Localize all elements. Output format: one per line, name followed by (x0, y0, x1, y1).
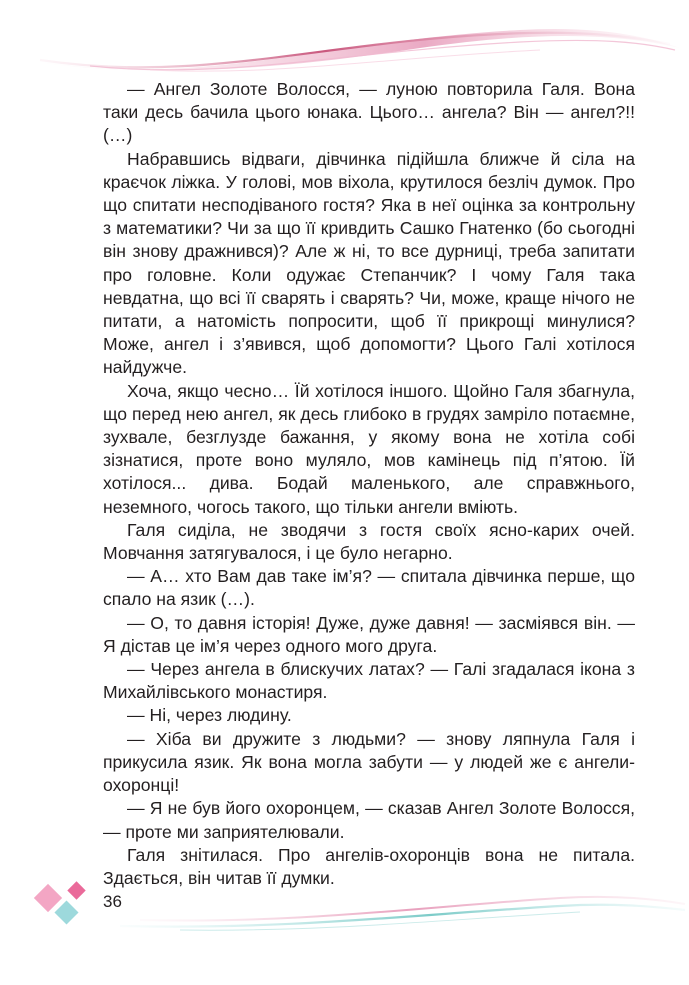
paragraph-8: — Ні, через людину. (127, 705, 292, 726)
paragraph-9: — Хіба ви дружите з людьми? — знову ляпнула Галя і прикусила язик. Як вона могла забути — у людей же є ангели-охоронці! (103, 728, 635, 796)
diamond-ornament-icon (30, 878, 100, 930)
paragraph-11: Галя знітилася. Про ангелів-охоронців вона не питала. Здається, він читав її думки. (103, 844, 635, 888)
paragraph-3: Хоча, якщо чесно… Їй хотілося іншого. Щойно Галя збагнула, що перед нею ангел, як десь глибоко в грудях замріло потаємне, зухвале, безглузде бажання, у якому вона не хотіла собі зізнатися, проте воно муляло, мов камінець під п’ятою. Їй хотілося... дива. Бодай маленького, але справжнього, неземного, чогось такого, що тільки ангели вміють. (103, 380, 635, 517)
paragraph-6: — О, то давня історія! Дуже, дуже давня! — засміявся він. — Я дістав це ім’я через одного мого друга. (103, 612, 635, 656)
top-decorative-wave (0, 0, 689, 90)
paragraph-4: Галя сиділа, не зводячи з гостя своїх ясно-карих очей. Мовчання затягувалося, і це було негарно. (103, 519, 635, 564)
paragraph-2: Набравшись відваги, дівчинка підійшла ближче й сіла на краєчок ліжка. У голові, мов віхола, крутилося безліч думок. Про що спитати несподіваного гостя? Яка в неї оцінка за контрольну з математики? Чи за що її кривдить Сашко Гнатенко (бо сьогодні він знову дражнився)? Але ж ні, то все дурниці, треба запитати про головне. Коли одужає Степанчик? І чому Галя така невдатна, що всі її сварять і сварять? Чи, може, краще нічого не питати, а натомість попросити, щоб її прикрощі минулися? Може, ангел і з’явився, щоб допомогти? Цього Галі хотілося найдужче. (103, 148, 635, 378)
paragraph-7: — Через ангела в блискучих латах? — Галі згадалася ікона з Михайлівського монастиря. (103, 659, 635, 703)
paragraph-10: — Я не був його охоронцем, — сказав Ангел Золоте Волосся, — проте ми заприятелювали. (103, 798, 635, 842)
paragraph-5: — А… хто Вам дав таке ім’я? — спитала дівчинка перше, що спало на язик (…). (103, 566, 635, 610)
paragraph-1: — Ангел Золоте Волосся, — луною повторила Галя. Вона таки десь бачила цього юнака. Цього… ангела? Він — ангел?!! (…) (103, 79, 635, 146)
story-text (103, 78, 635, 890)
page-number: 36 (103, 892, 122, 911)
